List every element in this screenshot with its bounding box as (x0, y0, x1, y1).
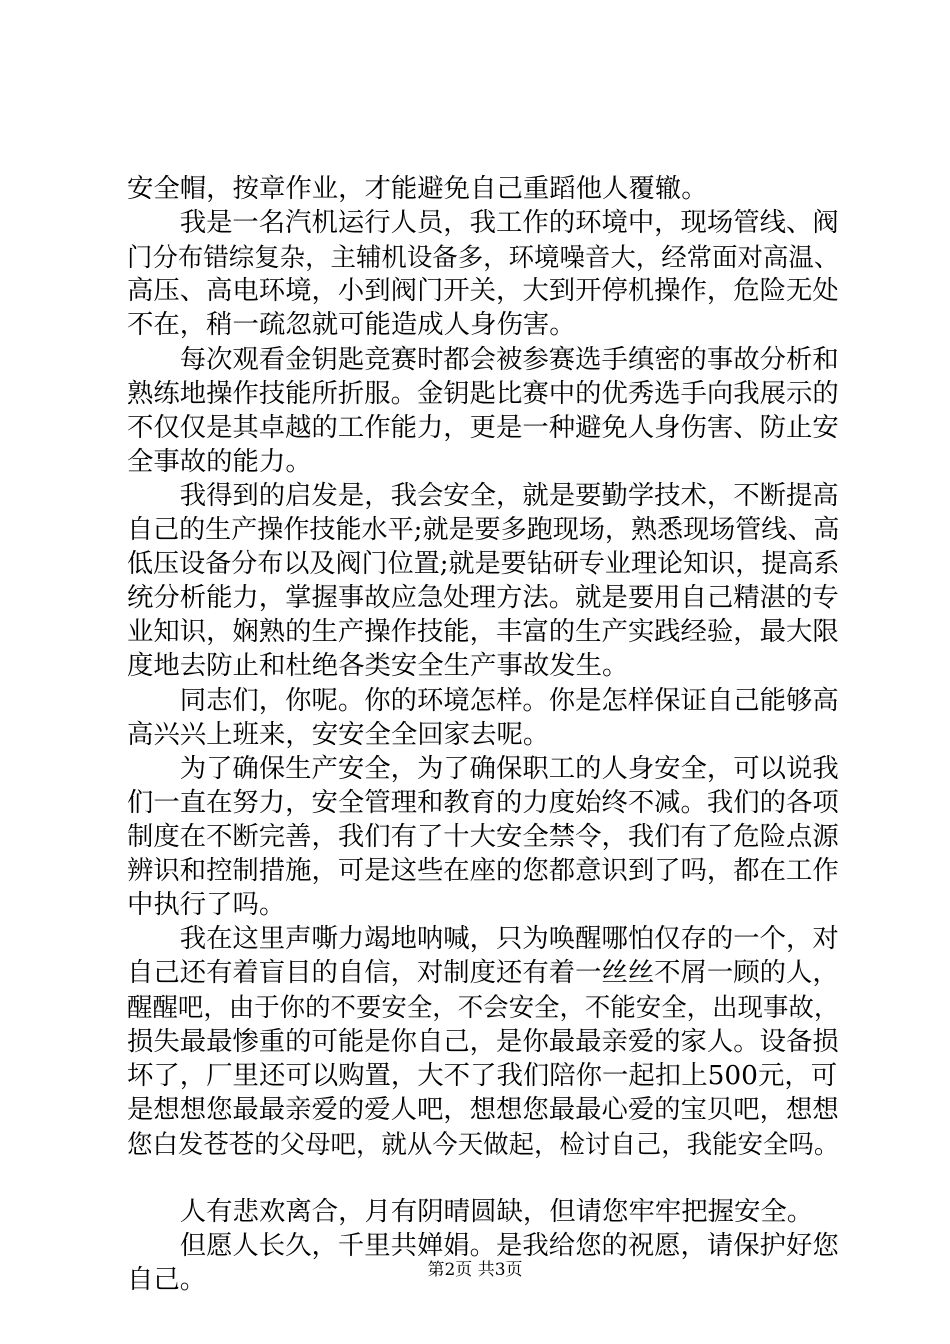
body-line: 中执行了吗。 (127, 889, 286, 920)
body-line: 不仅仅是其卓越的工作能力，更是一种避免人身伤害、防止安 (127, 413, 839, 443)
body-line: 高压、高电环境，小到阀门开关，大到开停机操作，危险无处 (127, 276, 839, 306)
body-line: 同志们，你呢。你的环境怎样。你是怎样保证自己能够高 (127, 686, 839, 716)
body-line: 但愿人长久，千里共婵娟。是我给您的祝愿，请保护好您 (127, 1231, 839, 1261)
body-line: 人有悲欢离合，月有阴晴圆缺，但请您牢牢把握安全。 (127, 1196, 814, 1227)
body-line: 安全帽，按章作业，才能避免自己重蹈他人覆辙。 (127, 173, 708, 204)
body-line: 自己的生产操作技能水平;就是要多跑现场，熟悉现场管线、高 (127, 515, 840, 545)
body-line: 自己还有着盲目的自信，对制度还有着一丝丝不屑一顾的人， (127, 958, 839, 988)
body-line: 业知识，娴熟的生产操作技能，丰富的生产实践经验，最大限 (127, 617, 839, 647)
body-line: 制度在不断完善，我们有了十大安全禁令，我们有了危险点源 (127, 822, 839, 852)
body-line: 全事故的能力。 (127, 446, 312, 477)
body-line: 统分析能力，掌握事故应急处理方法。就是要用自己精湛的专 (127, 583, 839, 613)
body-line: 度地去防止和杜绝各类安全生产事故发生。 (127, 650, 629, 681)
body-line: 低压设备分布以及阀门位置;就是要钻研专业理论知识，提高系 (127, 549, 840, 579)
body-line: 为了确保生产安全，为了确保职工的人身安全，可以说我 (127, 754, 839, 784)
body-line: 熟练地操作技能所折服。金钥匙比赛中的优秀选手向我展示的 (127, 379, 839, 409)
body-line: 自己。 (127, 1264, 207, 1295)
body-line: 是想想您最最亲爱的爱人吧，想想您最最心爱的宝贝吧，想想 (127, 1095, 839, 1125)
page-footer: 第2页 共3页 (427, 1260, 523, 1280)
body-line: 您白发苍苍的父母吧，就从今天做起，检讨自己，我能安全吗。 (127, 1129, 840, 1159)
body-line: 我是一名汽机运行人员，我工作的环境中，现场管线、阀 (127, 208, 839, 238)
body-line: 我在这里声嘶力竭地呐喊，只为唤醒哪怕仅存的一个，对 (127, 924, 839, 954)
body-line: 门分布错综复杂，主辅机设备多，环境噪音大，经常面对高温、 (127, 242, 840, 272)
body-line: 损失最最惨重的可能是你自己，是你最最亲爱的家人。设备损 (127, 1027, 839, 1057)
body-line: 辨识和控制措施，可是这些在座的您都意识到了吗，都在工作 (127, 856, 839, 886)
body-line: 我得到的启发是，我会安全，就是要勤学技术，不断提高 (127, 481, 839, 511)
body-line: 坏了，厂里还可以购置，大不了我们陪你一起扣上500元，可 (127, 1060, 838, 1091)
body-line: 醒醒吧，由于你的不要安全，不会安全，不能安全，出现事故， (127, 992, 840, 1022)
body-line: 每次观看金钥匙竞赛时都会被参赛选手缜密的事故分析和 (127, 345, 839, 375)
body-line: 们一直在努力，安全管理和教育的力度始终不减。我们的各项 (127, 788, 839, 818)
body-line: 高兴兴上班来，安安全全回家去呢。 (127, 719, 550, 750)
body-line: 不在，稍一疏忽就可能造成人身伤害。 (127, 309, 576, 340)
